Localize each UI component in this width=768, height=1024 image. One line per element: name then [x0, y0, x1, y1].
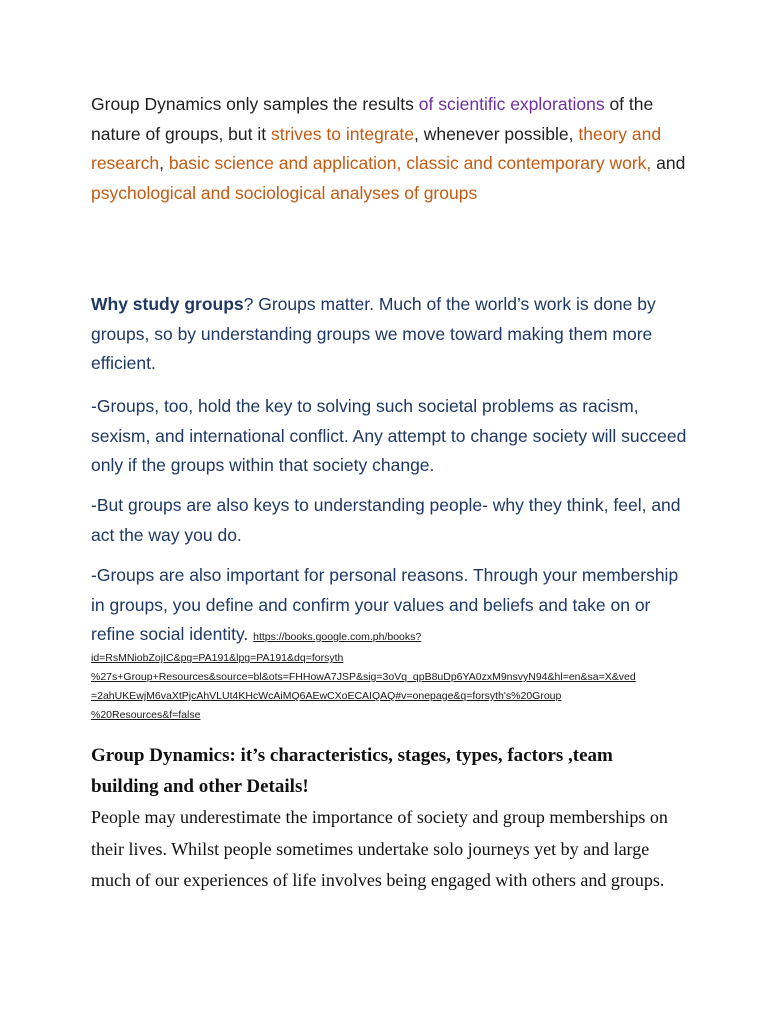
why-study-lead: Why study groups: [91, 294, 244, 314]
source-link-line[interactable]: id=RsMNiobZojIC&pg=PA191&lpg=PA191&dq=forsyth: [91, 652, 344, 664]
source-link-line[interactable]: %27s+Group+Resources&source=bl&ots=FHHowA7JSP&sig=3oVq_qpB8uDp6YA0zxM9nsvyN94&hl=en&sa=X&ved: [91, 671, 636, 683]
intro-highlight-integrate: strives to integrate: [270, 123, 414, 144]
point-understanding: -But groups are also keys to understanding people- why they think, feel, and act the way you do.: [91, 495, 681, 545]
intro-paragraph: [91, 90, 691, 208]
point-societal: -Groups, too, hold the key to solving such societal problems as racism, sexism, and international conflict. Any attempt to change society will succeed only if the groups within that society change.: [91, 396, 687, 475]
point-personal: [91, 561, 691, 650]
section-heading: Group Dynamics: it’s characteristics, stages, types, factors ,team building and other Details!: [91, 745, 613, 797]
point-personal-text: -Groups are also important for personal reasons. Through your membership in groups, you define and confirm your values and beliefs and take on or refine social identity.: [91, 565, 679, 644]
source-link-line[interactable]: =2ahUKEwjM6vaXtPjcAhVLUt4KHcWcAiMQ6AEwCXoECAIQAQ#v=onepage&q=forsyth's%20Group: [91, 690, 562, 702]
intro-text-5: and: [651, 153, 686, 173]
intro-text-1: Group Dynamics only samples the results: [91, 94, 419, 114]
source-link[interactable]: https://books.google.com.ph/books?: [253, 631, 422, 643]
intro-highlight-analyses: psychological and sociological analyses of groups: [91, 182, 478, 203]
section-body: People may underestimate the importance of society and group memberships on their lives. Whilst people sometimes undertake solo journeys yet by and large much of our experiences of life involves being engaged with others and groups.: [91, 807, 668, 890]
why-study-text: ? Groups matter. Much of the world’s work is done by groups, so by understanding groups we move toward making them more efficient.: [91, 294, 656, 373]
source-link-continued[interactable]: [91, 649, 691, 725]
intro-text-3: , whenever possible,: [413, 123, 579, 144]
intro-highlight-basic: basic science and application, classic and contemporary work,: [168, 153, 652, 173]
intro-text-2: of the nature of groups, but it: [91, 94, 654, 144]
intro-highlight-theory: theory and research: [91, 123, 662, 173]
why-study-paragraph: [91, 290, 691, 379]
intro-highlight-scientific: of scientific explorations: [418, 94, 605, 114]
source-link-line[interactable]: %20Resources&f=false: [91, 709, 201, 721]
intro-text-4: ,: [159, 153, 169, 173]
